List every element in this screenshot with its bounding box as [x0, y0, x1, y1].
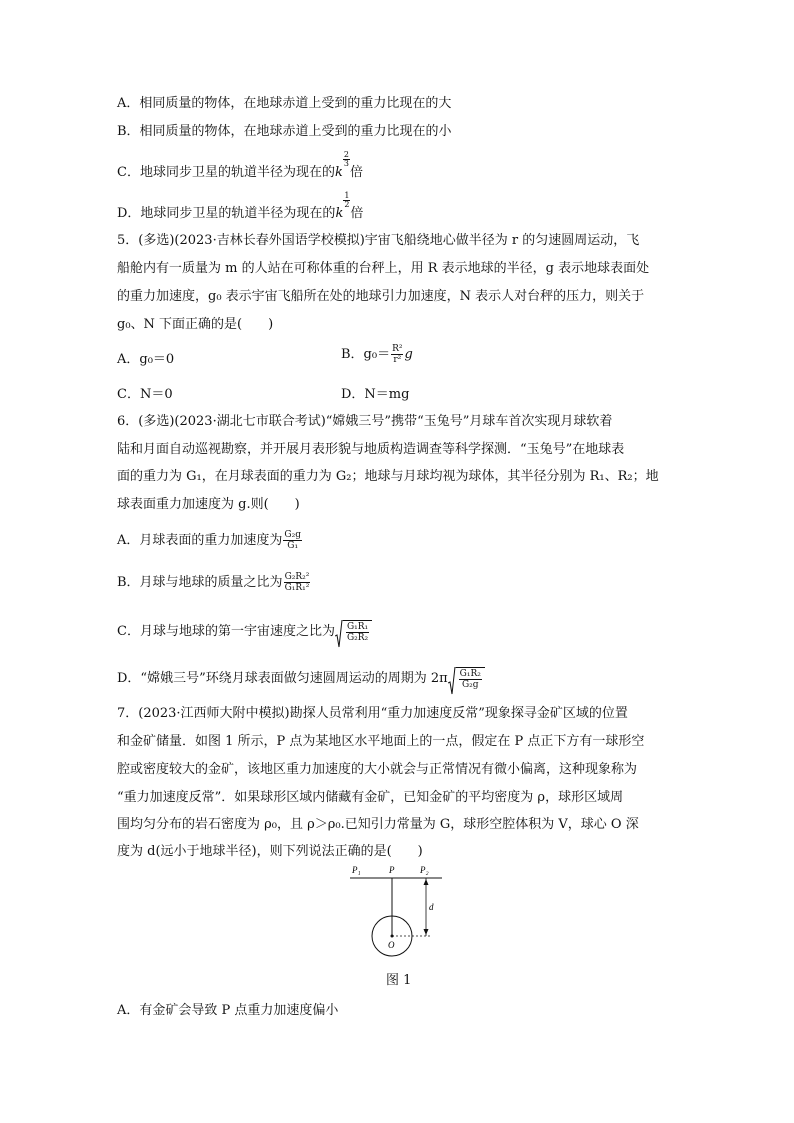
q6-stem-line-3: 面的重力为 G₁，在月球表面的重力为 G₂；地球与月球均视为球体，其半径分别为 R₁、R₂；地: [117, 469, 659, 484]
label-p2: P₂: [420, 865, 429, 875]
q7-stem-line-6: 度为 d(远小于地球半径)，则下列说法正确的是( ): [117, 844, 423, 859]
q6-option-d-text: D．“嫦娥三号”环绕月球表面做匀速圆周运动的周期为 2π: [117, 671, 448, 686]
q6-option-b: [117, 572, 311, 593]
q5-option-b: [341, 344, 413, 365]
q6-stem-line-2: 陆和月面自动巡视勘察，并开展月表形貌与地质构造调查等科学探测．“玉兔号”在地球表: [117, 442, 625, 457]
q5-stem-line-4: g₀、N 下面正确的是( ): [117, 317, 274, 332]
radical-sign-icon: [335, 620, 343, 648]
q4-option-a: A．相同质量的物体，在地球赤道上受到的重力比现在的大: [117, 96, 452, 111]
q4-option-c: [117, 150, 363, 183]
depth-arrow-up-head: [424, 879, 429, 885]
q4-option-c-exp-den: 3: [343, 159, 349, 168]
q5-option-b-denominator: r²: [393, 355, 402, 365]
q4-option-d-exp-den: 2: [344, 200, 350, 209]
q5-stem-line-3: 的重力加速度，g₀ 表示宇宙飞船所在处的地球引力加速度，N 表示人对台秤的压力，则关于: [117, 289, 645, 304]
q6-option-b-numerator: G₂R₂²: [284, 572, 310, 582]
q6-option-d-sqrt: [448, 667, 485, 690]
q6-option-c-denominator: G₂R₂: [346, 633, 369, 643]
q6-option-d: [117, 667, 485, 690]
q6-option-c-numerator: G₁R₁: [346, 622, 369, 632]
q6-option-a-fraction: [283, 530, 302, 551]
q6-option-b-fraction: [284, 572, 311, 593]
q7-stem-line-2: 和金矿储量．如图 1 所示，P 点为某地区水平地面上的一点，假定在 P 点正下方有一球形空: [117, 734, 645, 749]
q4-option-c-exponent: [343, 151, 350, 168]
label-p1: P₁: [352, 865, 361, 875]
q5-option-b-numerator: R²: [392, 344, 403, 354]
q6-option-c: [117, 620, 372, 643]
q4-option-d-base: k: [335, 206, 344, 221]
q5-option-b-g: g: [404, 347, 413, 362]
q6-option-a-denominator: G₁: [287, 541, 299, 551]
q5-option-a: A．g₀＝0: [117, 352, 175, 367]
q5-option-d: D．N＝mg: [341, 387, 410, 402]
q7-stem-line-3: 腔或密度较大的金矿，该地区重力加速度的大小就会与正常情况有微小偏离，这种现象称为: [117, 762, 638, 777]
q7-option-a: A．有金矿会导致 P 点重力加速度偏小: [117, 1003, 339, 1018]
q4-option-d: [117, 191, 364, 224]
q6-option-b-text: B．月球与地球的质量之比为: [117, 575, 283, 590]
q4-option-d-tail: 倍: [350, 206, 364, 221]
q5-option-c: C．N＝0: [117, 387, 173, 402]
depth-arrow-down-head: [424, 929, 429, 935]
q6-option-d-fraction: [459, 669, 482, 690]
q4-option-d-exponent: [343, 192, 350, 209]
q4-option-c-exp-num: 2: [343, 150, 349, 159]
q6-option-a-numerator: G₂g: [284, 530, 301, 540]
q6-option-d-numerator: G₁R₂: [459, 669, 481, 679]
q6-option-c-text: C．月球与地球的第一宇宙速度之比为: [117, 624, 335, 639]
q4-option-d-text: D．地球同步卫星的轨道半径为现在的: [117, 206, 336, 221]
q4-option-d-exp-num: 1: [344, 191, 350, 200]
label-o: O: [388, 940, 395, 950]
q7-stem-line-5: 围均匀分布的岩石密度为 ρ₀，且 ρ＞ρ₀.已知引力常量为 G，球形空腔体积为 V，球心 O 深: [117, 817, 639, 832]
q5-stem-line-1: 5．(多选)(2023·吉林长春外国语学校模拟)宇宙飞船绕地心做半径为 r 的匀速圆周运动，飞: [117, 233, 640, 248]
figure-1-caption: 图 1: [386, 973, 412, 988]
q6-stem-line-4: 球表面重力加速度为 g.则( ): [117, 497, 300, 512]
q4-option-b: B．相同质量的物体，在地球赤道上受到的重力比现在的小: [117, 124, 452, 139]
q6-option-a-text: A．月球表面的重力加速度为: [117, 533, 283, 548]
q6-option-c-fraction: [346, 622, 369, 643]
q4-option-c-text: C．地球同步卫星的轨道半径为现在的: [117, 165, 335, 180]
q4-option-c-tail: 倍: [349, 165, 363, 180]
label-p: P: [389, 865, 395, 875]
q5-stem-line-2: 船舱内有一质量为 m 的人站在可称体重的台秤上，用 R 表示地球的半径，g 表示地球表面处: [117, 261, 650, 276]
q6-option-c-sqrt: [335, 620, 372, 643]
q4-option-c-base: k: [334, 165, 343, 180]
q6-option-a: [117, 530, 303, 551]
q6-option-b-denominator: G₁R₁²: [284, 583, 310, 593]
figure-1-diagram: [340, 862, 460, 962]
q5-option-b-text: B．g₀＝: [341, 347, 391, 362]
q6-option-d-denominator: G₂g: [461, 680, 479, 690]
q6-stem-line-1: 6．(多选)(2023·湖北七市联合考试)“嫦娥三号”携带“玉兔号”月球车首次实现月球软着: [117, 414, 613, 429]
radical-sign-icon: [448, 667, 456, 695]
q5-option-b-fraction: [391, 344, 403, 365]
q7-stem-line-1: 7．(2023·江西师大附中模拟)勘探人员常利用“重力加速度反常”现象探寻金矿区域的位置: [117, 706, 628, 721]
label-d: d: [429, 902, 434, 912]
q7-stem-line-4: “重力加速度反常”．如果球形区域内储藏有金矿，已知金矿的平均密度为 ρ，球形区域周: [117, 790, 624, 805]
